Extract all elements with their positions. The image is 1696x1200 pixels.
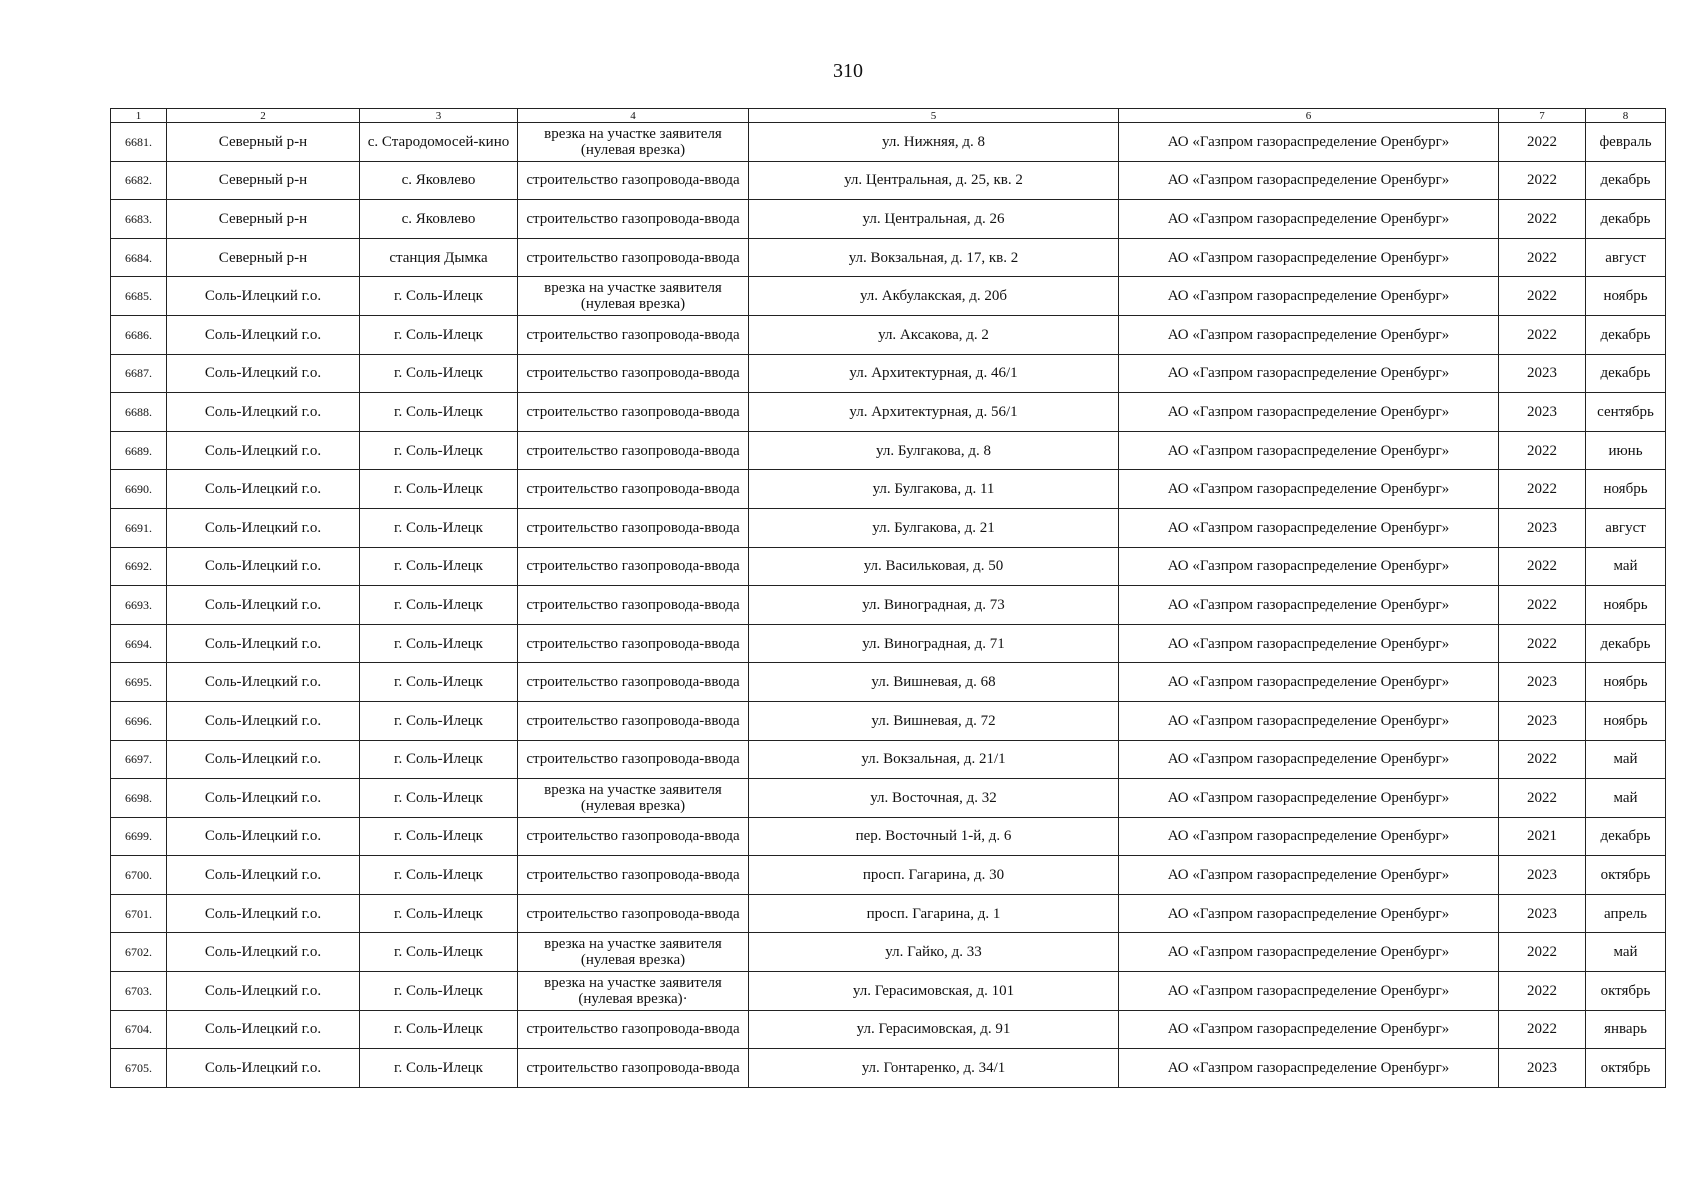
cell-work-type: строительство газопровода-ввода <box>518 200 749 239</box>
cell-address: ул. Центральная, д. 26 <box>749 200 1119 239</box>
cell-address: ул. Васильковая, д. 50 <box>749 547 1119 586</box>
cell-organization: АО «Газпром газораспределение Оренбург» <box>1119 817 1499 856</box>
table-row <box>111 933 1666 972</box>
cell-settlement: г. Соль-Илецк <box>360 624 518 663</box>
cell-work-type: строительство газопровода-ввода <box>518 817 749 856</box>
cell-district: Соль-Илецкий г.о. <box>167 856 360 895</box>
cell-organization: АО «Газпром газораспределение Оренбург» <box>1119 161 1499 200</box>
table-row <box>111 161 1666 200</box>
cell-row-number: 6701. <box>111 894 167 933</box>
cell-settlement: г. Соль-Илецк <box>360 701 518 740</box>
cell-row-number: 6683. <box>111 200 167 239</box>
cell-district: Соль-Илецкий г.о. <box>167 470 360 509</box>
cell-work-type: врезка на участке заявителя (нулевая врезка) <box>518 277 749 316</box>
cell-year: 2022 <box>1499 470 1586 509</box>
cell-district: Соль-Илецкий г.о. <box>167 1010 360 1049</box>
cell-organization: АО «Газпром газораспределение Оренбург» <box>1119 1049 1499 1088</box>
cell-district: Соль-Илецкий г.о. <box>167 277 360 316</box>
cell-organization: АО «Газпром газораспределение Оренбург» <box>1119 200 1499 239</box>
cell-row-number: 6691. <box>111 508 167 547</box>
table-row <box>111 972 1666 1011</box>
cell-address: ул. Аксакова, д. 2 <box>749 315 1119 354</box>
cell-year: 2022 <box>1499 933 1586 972</box>
cell-year: 2023 <box>1499 894 1586 933</box>
cell-month: апрель <box>1586 894 1666 933</box>
page-number: 310 <box>833 60 863 82</box>
cell-year: 2023 <box>1499 393 1586 432</box>
cell-organization: АО «Газпром газораспределение Оренбург» <box>1119 701 1499 740</box>
cell-year: 2022 <box>1499 238 1586 277</box>
cell-year: 2023 <box>1499 354 1586 393</box>
cell-month: декабрь <box>1586 624 1666 663</box>
cell-organization: АО «Газпром газораспределение Оренбург» <box>1119 663 1499 702</box>
cell-settlement: г. Соль-Илецк <box>360 894 518 933</box>
cell-work-type: врезка на участке заявителя (нулевая врезка) <box>518 779 749 818</box>
cell-month: ноябрь <box>1586 470 1666 509</box>
table-row <box>111 740 1666 779</box>
cell-settlement: г. Соль-Илецк <box>360 470 518 509</box>
cell-district: Соль-Илецкий г.о. <box>167 663 360 702</box>
cell-organization: АО «Газпром газораспределение Оренбург» <box>1119 123 1499 162</box>
column-header-2: 2 <box>167 109 360 123</box>
cell-row-number: 6695. <box>111 663 167 702</box>
cell-district: Северный р-н <box>167 200 360 239</box>
cell-month: февраль <box>1586 123 1666 162</box>
cell-work-type: строительство газопровода-ввода <box>518 740 749 779</box>
cell-year: 2022 <box>1499 123 1586 162</box>
cell-address: просп. Гагарина, д. 1 <box>749 894 1119 933</box>
cell-work-type: врезка на участке заявителя (нулевая врезка)· <box>518 972 749 1011</box>
cell-organization: АО «Газпром газораспределение Оренбург» <box>1119 586 1499 625</box>
cell-district: Соль-Илецкий г.о. <box>167 740 360 779</box>
cell-address: ул. Вишневая, д. 68 <box>749 663 1119 702</box>
cell-settlement: г. Соль-Илецк <box>360 972 518 1011</box>
cell-organization: АО «Газпром газораспределение Оренбург» <box>1119 1010 1499 1049</box>
cell-month: май <box>1586 933 1666 972</box>
cell-work-type: строительство газопровода-ввода <box>518 393 749 432</box>
cell-work-type: строительство газопровода-ввода <box>518 547 749 586</box>
cell-organization: АО «Газпром газораспределение Оренбург» <box>1119 894 1499 933</box>
cell-year: 2023 <box>1499 856 1586 895</box>
cell-district: Соль-Илецкий г.о. <box>167 1049 360 1088</box>
cell-address: ул. Виноградная, д. 71 <box>749 624 1119 663</box>
table-row <box>111 238 1666 277</box>
cell-district: Северный р-н <box>167 161 360 200</box>
cell-year: 2022 <box>1499 431 1586 470</box>
column-header-5: 5 <box>749 109 1119 123</box>
table-row <box>111 779 1666 818</box>
column-header-4: 4 <box>518 109 749 123</box>
table-row <box>111 1010 1666 1049</box>
cell-month: ноябрь <box>1586 663 1666 702</box>
cell-district: Соль-Илецкий г.о. <box>167 701 360 740</box>
cell-row-number: 6689. <box>111 431 167 470</box>
cell-organization: АО «Газпром газораспределение Оренбург» <box>1119 624 1499 663</box>
cell-work-type: строительство газопровода-ввода <box>518 508 749 547</box>
cell-settlement: г. Соль-Илецк <box>360 1010 518 1049</box>
cell-settlement: г. Соль-Илецк <box>360 740 518 779</box>
cell-district: Соль-Илецкий г.о. <box>167 779 360 818</box>
cell-month: ноябрь <box>1586 586 1666 625</box>
cell-organization: АО «Газпром газораспределение Оренбург» <box>1119 779 1499 818</box>
table-row <box>111 856 1666 895</box>
cell-address: пер. Восточный 1-й, д. 6 <box>749 817 1119 856</box>
cell-organization: АО «Газпром газораспределение Оренбург» <box>1119 393 1499 432</box>
table-row <box>111 354 1666 393</box>
cell-settlement: с. Стародомосей-кино <box>360 123 518 162</box>
cell-address: ул. Гонтаренко, д. 34/1 <box>749 1049 1119 1088</box>
cell-work-type: строительство газопровода-ввода <box>518 238 749 277</box>
cell-row-number: 6685. <box>111 277 167 316</box>
table-row <box>111 1049 1666 1088</box>
cell-work-type: строительство газопровода-ввода <box>518 1049 749 1088</box>
cell-row-number: 6690. <box>111 470 167 509</box>
cell-year: 2023 <box>1499 508 1586 547</box>
cell-row-number: 6687. <box>111 354 167 393</box>
cell-row-number: 6692. <box>111 547 167 586</box>
cell-year: 2022 <box>1499 586 1586 625</box>
table-row <box>111 470 1666 509</box>
cell-month: октябрь <box>1586 972 1666 1011</box>
table-body <box>111 123 1666 1088</box>
cell-row-number: 6686. <box>111 315 167 354</box>
cell-work-type: строительство газопровода-ввода <box>518 624 749 663</box>
cell-organization: АО «Газпром газораспределение Оренбург» <box>1119 277 1499 316</box>
table-row <box>111 508 1666 547</box>
cell-month: май <box>1586 547 1666 586</box>
cell-settlement: с. Яковлево <box>360 200 518 239</box>
cell-district: Соль-Илецкий г.о. <box>167 508 360 547</box>
cell-address: ул. Акбулакская, д. 20б <box>749 277 1119 316</box>
cell-organization: АО «Газпром газораспределение Оренбург» <box>1119 470 1499 509</box>
cell-settlement: г. Соль-Илецк <box>360 779 518 818</box>
table-row <box>111 701 1666 740</box>
table-row <box>111 123 1666 162</box>
cell-month: июнь <box>1586 431 1666 470</box>
cell-year: 2022 <box>1499 1010 1586 1049</box>
cell-work-type: строительство газопровода-ввода <box>518 1010 749 1049</box>
cell-address: ул. Булгакова, д. 8 <box>749 431 1119 470</box>
cell-work-type: строительство газопровода-ввода <box>518 315 749 354</box>
table-row <box>111 624 1666 663</box>
cell-address: ул. Восточная, д. 32 <box>749 779 1119 818</box>
data-table <box>110 108 1666 1088</box>
cell-row-number: 6699. <box>111 817 167 856</box>
cell-year: 2023 <box>1499 663 1586 702</box>
cell-row-number: 6700. <box>111 856 167 895</box>
cell-organization: АО «Газпром газораспределение Оренбург» <box>1119 508 1499 547</box>
cell-row-number: 6682. <box>111 161 167 200</box>
cell-year: 2022 <box>1499 277 1586 316</box>
cell-district: Соль-Илецкий г.о. <box>167 315 360 354</box>
cell-district: Соль-Илецкий г.о. <box>167 547 360 586</box>
cell-district: Соль-Илецкий г.о. <box>167 354 360 393</box>
cell-address: ул. Герасимовская, д. 91 <box>749 1010 1119 1049</box>
cell-month: ноябрь <box>1586 277 1666 316</box>
cell-address: ул. Гайко, д. 33 <box>749 933 1119 972</box>
cell-year: 2022 <box>1499 315 1586 354</box>
cell-year: 2022 <box>1499 740 1586 779</box>
cell-settlement: г. Соль-Илецк <box>360 1049 518 1088</box>
cell-address: ул. Булгакова, д. 21 <box>749 508 1119 547</box>
cell-row-number: 6698. <box>111 779 167 818</box>
cell-settlement: г. Соль-Илецк <box>360 586 518 625</box>
cell-address: ул. Нижняя, д. 8 <box>749 123 1119 162</box>
table-row <box>111 431 1666 470</box>
cell-settlement: г. Соль-Илецк <box>360 663 518 702</box>
column-header-6: 6 <box>1119 109 1499 123</box>
cell-district: Соль-Илецкий г.о. <box>167 817 360 856</box>
cell-row-number: 6681. <box>111 123 167 162</box>
cell-row-number: 6697. <box>111 740 167 779</box>
cell-district: Соль-Илецкий г.о. <box>167 624 360 663</box>
cell-row-number: 6684. <box>111 238 167 277</box>
cell-work-type: врезка на участке заявителя (нулевая врезка) <box>518 933 749 972</box>
cell-month: май <box>1586 740 1666 779</box>
cell-address: ул. Вокзальная, д. 21/1 <box>749 740 1119 779</box>
cell-month: октябрь <box>1586 856 1666 895</box>
cell-work-type: строительство газопровода-ввода <box>518 470 749 509</box>
cell-month: май <box>1586 779 1666 818</box>
table-row <box>111 894 1666 933</box>
cell-row-number: 6688. <box>111 393 167 432</box>
cell-month: декабрь <box>1586 315 1666 354</box>
cell-month: декабрь <box>1586 354 1666 393</box>
cell-organization: АО «Газпром газораспределение Оренбург» <box>1119 315 1499 354</box>
table-row <box>111 393 1666 432</box>
table-row <box>111 817 1666 856</box>
cell-settlement: г. Соль-Илецк <box>360 856 518 895</box>
cell-month: декабрь <box>1586 161 1666 200</box>
cell-year: 2021 <box>1499 817 1586 856</box>
cell-work-type: строительство газопровода-ввода <box>518 701 749 740</box>
column-header-7: 7 <box>1499 109 1586 123</box>
cell-month: декабрь <box>1586 817 1666 856</box>
cell-address: ул. Архитектурная, д. 46/1 <box>749 354 1119 393</box>
cell-address: ул. Герасимовская, д. 101 <box>749 972 1119 1011</box>
cell-work-type: строительство газопровода-ввода <box>518 663 749 702</box>
cell-organization: АО «Газпром газораспределение Оренбург» <box>1119 856 1499 895</box>
cell-month: август <box>1586 508 1666 547</box>
cell-work-type: строительство газопровода-ввода <box>518 856 749 895</box>
cell-settlement: г. Соль-Илецк <box>360 508 518 547</box>
table-row <box>111 315 1666 354</box>
cell-organization: АО «Газпром газораспределение Оренбург» <box>1119 547 1499 586</box>
cell-settlement: г. Соль-Илецк <box>360 547 518 586</box>
cell-settlement: г. Соль-Илецк <box>360 431 518 470</box>
cell-row-number: 6694. <box>111 624 167 663</box>
cell-organization: АО «Газпром газораспределение Оренбург» <box>1119 238 1499 277</box>
cell-district: Соль-Илецкий г.о. <box>167 894 360 933</box>
cell-district: Северный р-н <box>167 123 360 162</box>
cell-year: 2023 <box>1499 701 1586 740</box>
cell-row-number: 6702. <box>111 933 167 972</box>
cell-address: ул. Виноградная, д. 73 <box>749 586 1119 625</box>
column-header-1: 1 <box>111 109 167 123</box>
cell-organization: АО «Газпром газораспределение Оренбург» <box>1119 933 1499 972</box>
cell-settlement: г. Соль-Илецк <box>360 393 518 432</box>
cell-month: январь <box>1586 1010 1666 1049</box>
cell-district: Соль-Илецкий г.о. <box>167 393 360 432</box>
cell-work-type: врезка на участке заявителя (нулевая врезка) <box>518 123 749 162</box>
cell-month: октябрь <box>1586 1049 1666 1088</box>
cell-year: 2022 <box>1499 972 1586 1011</box>
table-row <box>111 586 1666 625</box>
cell-settlement: г. Соль-Илецк <box>360 354 518 393</box>
cell-settlement: г. Соль-Илецк <box>360 277 518 316</box>
table-row <box>111 663 1666 702</box>
cell-row-number: 6696. <box>111 701 167 740</box>
cell-year: 2022 <box>1499 624 1586 663</box>
cell-row-number: 6704. <box>111 1010 167 1049</box>
cell-settlement: г. Соль-Илецк <box>360 817 518 856</box>
cell-work-type: строительство газопровода-ввода <box>518 431 749 470</box>
cell-district: Соль-Илецкий г.о. <box>167 431 360 470</box>
cell-month: декабрь <box>1586 200 1666 239</box>
cell-month: ноябрь <box>1586 701 1666 740</box>
table-row <box>111 277 1666 316</box>
cell-organization: АО «Газпром газораспределение Оренбург» <box>1119 354 1499 393</box>
cell-work-type: строительство газопровода-ввода <box>518 586 749 625</box>
cell-settlement: г. Соль-Илецк <box>360 933 518 972</box>
cell-settlement: с. Яковлево <box>360 161 518 200</box>
cell-year: 2022 <box>1499 547 1586 586</box>
table-header-row <box>111 109 1666 123</box>
cell-year: 2023 <box>1499 1049 1586 1088</box>
cell-organization: АО «Газпром газораспределение Оренбург» <box>1119 431 1499 470</box>
cell-address: ул. Вокзальная, д. 17, кв. 2 <box>749 238 1119 277</box>
cell-address: ул. Центральная, д. 25, кв. 2 <box>749 161 1119 200</box>
cell-work-type: строительство газопровода-ввода <box>518 894 749 933</box>
cell-settlement: станция Дымка <box>360 238 518 277</box>
cell-work-type: строительство газопровода-ввода <box>518 354 749 393</box>
cell-row-number: 6703. <box>111 972 167 1011</box>
cell-address: ул. Архитектурная, д. 56/1 <box>749 393 1119 432</box>
column-header-8: 8 <box>1586 109 1666 123</box>
cell-row-number: 6705. <box>111 1049 167 1088</box>
cell-district: Соль-Илецкий г.о. <box>167 933 360 972</box>
cell-address: ул. Вишневая, д. 72 <box>749 701 1119 740</box>
cell-district: Соль-Илецкий г.о. <box>167 972 360 1011</box>
cell-work-type: строительство газопровода-ввода <box>518 161 749 200</box>
cell-organization: АО «Газпром газораспределение Оренбург» <box>1119 972 1499 1011</box>
cell-year: 2022 <box>1499 779 1586 818</box>
cell-district: Соль-Илецкий г.о. <box>167 586 360 625</box>
cell-row-number: 6693. <box>111 586 167 625</box>
column-header-3: 3 <box>360 109 518 123</box>
cell-month: сентябрь <box>1586 393 1666 432</box>
table-row <box>111 547 1666 586</box>
cell-month: август <box>1586 238 1666 277</box>
cell-organization: АО «Газпром газораспределение Оренбург» <box>1119 740 1499 779</box>
table-row <box>111 200 1666 239</box>
cell-address: ул. Булгакова, д. 11 <box>749 470 1119 509</box>
cell-year: 2022 <box>1499 161 1586 200</box>
cell-district: Северный р-н <box>167 238 360 277</box>
cell-address: просп. Гагарина, д. 30 <box>749 856 1119 895</box>
cell-settlement: г. Соль-Илецк <box>360 315 518 354</box>
cell-year: 2022 <box>1499 200 1586 239</box>
